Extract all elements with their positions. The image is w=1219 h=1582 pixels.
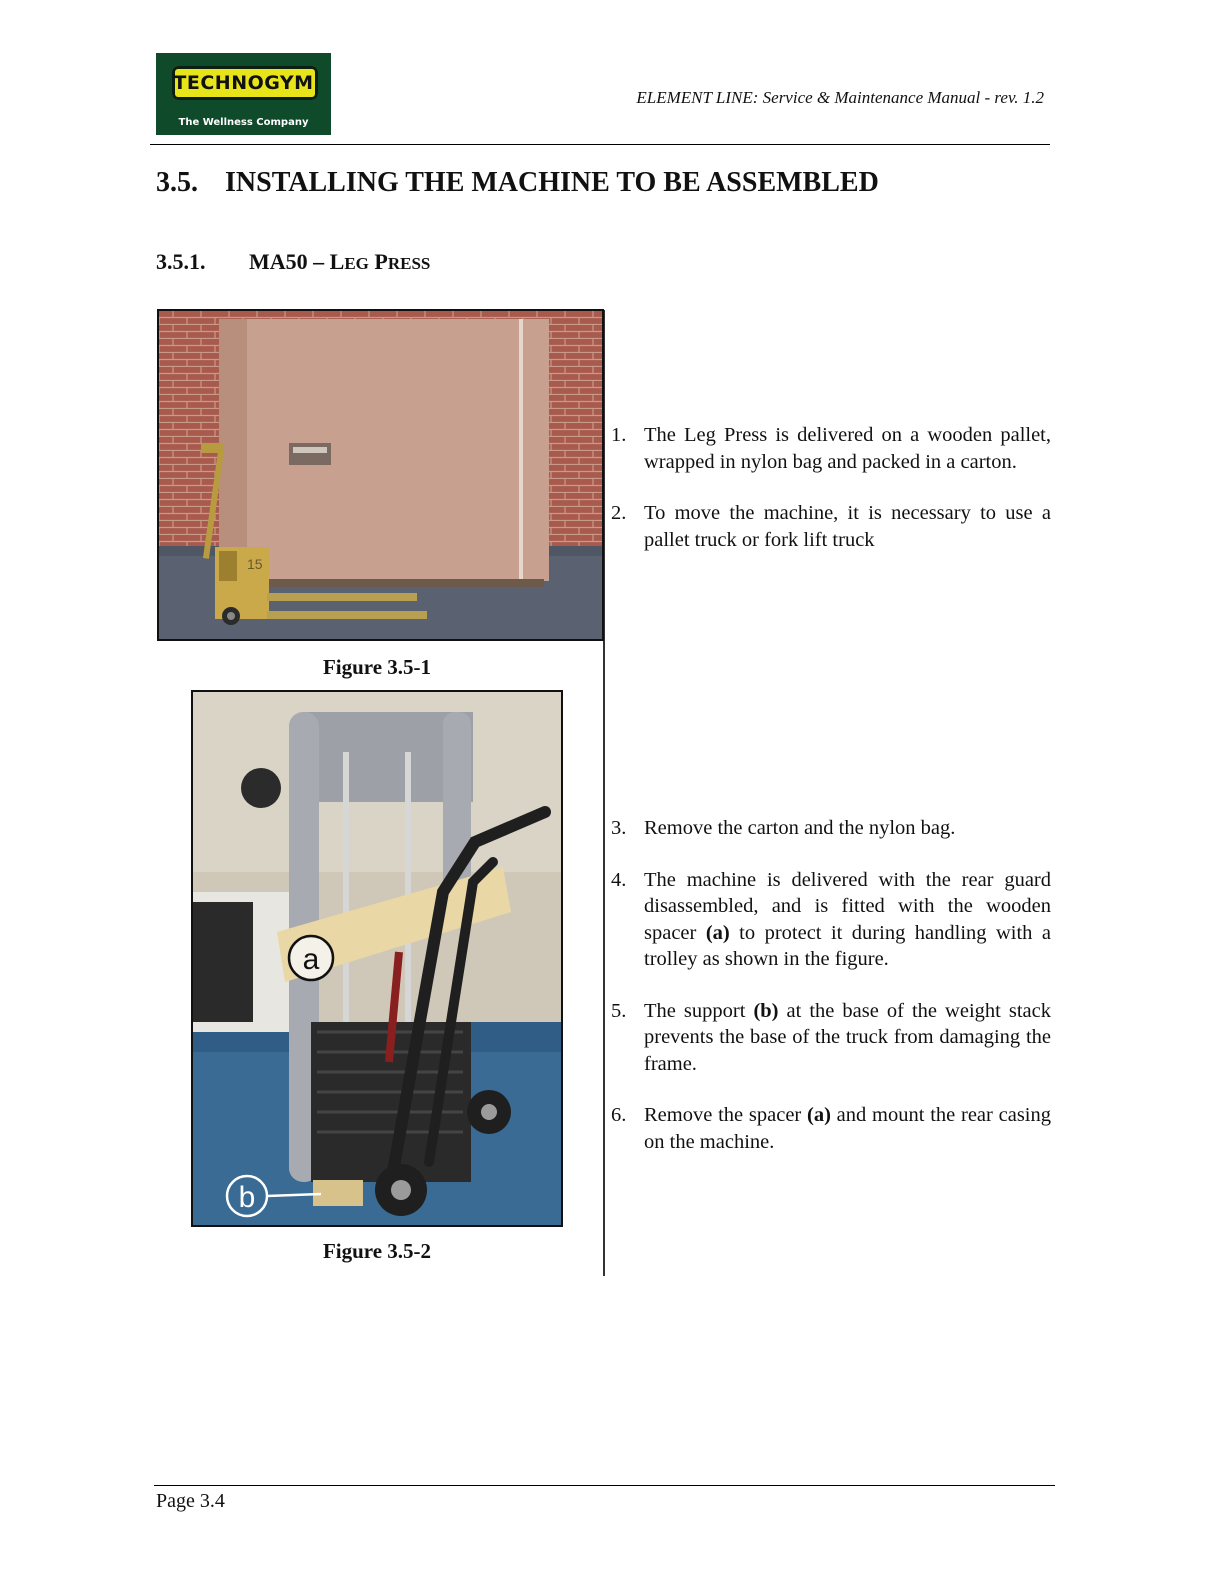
spacer-callout-a: a [302,943,320,976]
step-5 [611,998,1051,1078]
section-heading [156,167,879,199]
support-callout-b: b [238,1181,256,1214]
logo-tagline: The Wellness Company [178,117,309,128]
step-text-post: to protect it during handling with a trolley as shown in the figure. [644,921,1051,970]
packed-machine-illustration [159,311,602,639]
step-text: The Leg Press is delivered on a wooden pallet, wrapped in nylon bag and packed in a carton. [644,424,1051,473]
step-4 [611,867,1051,973]
step-number: 2. [611,502,627,524]
step-text-ref: (a) [807,1104,831,1126]
steps-list-2 [611,815,1051,1180]
pallet-truck-number: 15 [247,556,263,572]
step-text-ref: (b) [753,999,779,1022]
step-text-pre: The machine is delivered with the rear guard disassembled, and is fitted with the wooden spacer [644,868,1051,944]
step-number: 5. [611,999,627,1022]
step-text [644,1000,1051,1075]
subsection-title-rest-2: RESS [387,254,431,273]
step-number: 1. [611,424,627,446]
figure-trolley-photo [191,690,563,1227]
figure-packed-machine-photo [157,309,604,641]
subsection-heading [156,249,430,275]
step-text-post: at the base of the weight stack prevents the base of the truck from damaging the frame. [644,999,1051,1075]
step-6 [611,1102,1051,1155]
steps-list-1 [611,422,1051,578]
technogym-logo [156,53,331,135]
step-text-pre: The support [644,999,754,1022]
subsection-title-initial-2: P [374,249,388,274]
step-3 [611,815,1051,842]
figure-1-caption: Figure 3.5-1 [322,655,432,679]
step-text: Remove the carton and the nylon bag. [644,817,956,839]
subsection-number: 3.5.1. [156,249,206,274]
figure-2-caption: Figure 3.5-2 [322,1239,432,1263]
step-1 [611,422,1051,475]
subsection-title-rest-1: EG [344,254,369,273]
step-text-post: and mount the rear casing on the machine. [644,1104,1051,1153]
subsection-title-initial-1: L [329,249,345,274]
trolley-illustration [193,692,561,1225]
footer-divider [154,1485,1055,1486]
page-number: Page 3.4 [156,1490,225,1512]
step-text-pre: Remove the spacer [644,1104,808,1126]
subsection-title-prefix: MA50 – [249,249,330,274]
section-number: 3.5. [156,167,198,198]
step-text: To move the machine, it is necessary to use a pallet truck or fork lift truck [644,502,1051,551]
header-divider [150,144,1050,145]
manual-title: ELEMENT LINE: Service & Maintenance Manual - rev. 1.2 [636,88,1044,107]
step-text [644,1104,1051,1153]
step-text [644,869,1051,971]
step-number: 3. [611,817,627,839]
section-title: INSTALLING THE MACHINE TO BE ASSEMBLED [225,167,879,198]
logo-brand-text: TECHNOGYM [173,72,314,94]
step-2 [611,500,1051,553]
step-number: 4. [611,868,627,891]
step-text-ref: (a) [705,921,730,944]
step-number: 6. [611,1104,627,1126]
